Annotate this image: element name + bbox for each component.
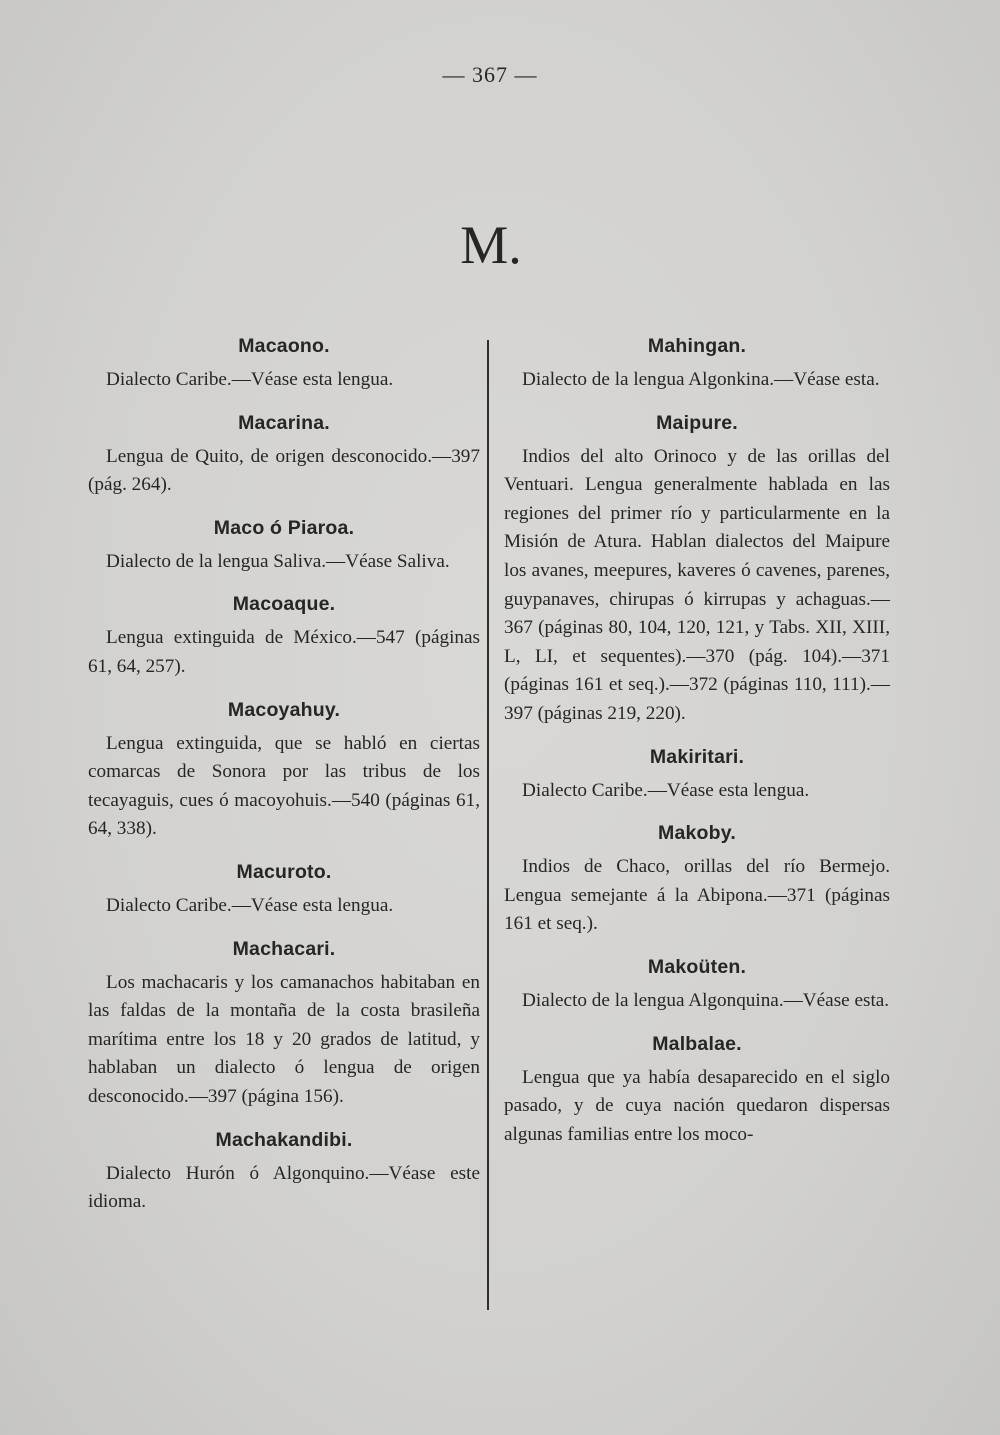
entry-headword: Maipure. bbox=[656, 411, 738, 434]
section-letter-heading: M. bbox=[460, 215, 522, 275]
entry-headword: Makoby. bbox=[658, 822, 736, 845]
entry-text: Dialecto de la lengua Algonkina.—Véase esta. bbox=[522, 369, 880, 390]
entry-headword: Macaono. bbox=[238, 335, 330, 357]
entry-text: Lengua extinguida, que se habló en ciertas comarcas de Sonora por las tribus de los tecayaguis, cues ó macoyohuis.—540 (páginas 61, 64, 338). bbox=[88, 732, 480, 840]
entry-headword: Macoyahuy. bbox=[227, 698, 341, 721]
entry-headword: Macarina. bbox=[238, 411, 330, 434]
entry-headword: Mahingan. bbox=[647, 335, 747, 357]
dictionary-entry bbox=[88, 935, 480, 1112]
entry-text: Dialecto de la lengua Algonquina.—Véase esta. bbox=[522, 989, 890, 1011]
entry-headword: Macoaque. bbox=[232, 593, 336, 616]
entry-text: Los machacaris y los camanachos habitaban en las faldas de la montaña de la costa brasileña marítima entre los 18 y 20 grados de latitud, y hablaban un dialecto ó lengua de origen desconocido.—397 (página 156). bbox=[88, 971, 480, 1107]
entry-headword: Makoüten. bbox=[647, 955, 747, 978]
dictionary-entry bbox=[88, 590, 480, 681]
dictionary-entry bbox=[504, 409, 890, 729]
entry-headword: Makiritari. bbox=[649, 745, 745, 768]
entry-text: Dialecto Caribe.—Véase esta lengua. bbox=[106, 369, 394, 390]
entry-text: Dialecto Caribe.—Véase esta lengua. bbox=[106, 894, 394, 916]
entry-text: Indios del alto Orinoco y de las orillas del Ventuari. Lengua generalmente hablada en las regiones del primer río y particularmente en la Misión de Atura. Hablan dialectos del Maipure los avanes, meepures, kaveres ó cavenes, parenes, guypanaves, chirupas ó kirrupas y achaguas.—367 (páginas 80, 104, 120, 121, y Tabs. XII, XIII, L, LI, et sequentes).—370 (pág. 104).—371 (páginas 161 et seq.).—372 (páginas 110, 111).—397 (páginas 219, 220). bbox=[504, 445, 890, 724]
dictionary-entry bbox=[504, 953, 890, 1016]
entry-headword: Macuroto. bbox=[236, 860, 332, 883]
entry-headword: Malbalae. bbox=[652, 1032, 742, 1055]
right-column bbox=[504, 332, 890, 1149]
entry-text: Lengua de Quito, de origen desconocido.—397 (pág. 264). bbox=[88, 445, 480, 496]
column-divider bbox=[487, 340, 489, 1310]
dictionary-entry bbox=[88, 696, 480, 844]
dictionary-entry bbox=[88, 332, 480, 395]
entry-text: Dialecto de la lengua Saliva.—Véase Saliva. bbox=[106, 550, 450, 572]
left-column bbox=[88, 332, 480, 1217]
dictionary-entry bbox=[88, 514, 480, 577]
entry-headword: Machakandibi. bbox=[215, 1128, 353, 1151]
dictionary-entry bbox=[504, 1030, 890, 1150]
entry-text: Dialecto Caribe.—Véase esta lengua. bbox=[522, 779, 810, 801]
dictionary-entry bbox=[88, 409, 480, 500]
page-number: — 367 — bbox=[442, 62, 538, 87]
entry-headword: Machacari. bbox=[232, 937, 336, 960]
entry-text: Lengua que ya había desaparecido en el siglo pasado, y de cuya nación quedaron dispersas algunas familias entre los moco- bbox=[504, 1066, 890, 1145]
entry-headword: Maco ó Piaroa. bbox=[213, 516, 355, 539]
entry-text: Indios de Chaco, orillas del río Bermejo. Lengua semejante á la Abipona.—371 (páginas 161 et seq.). bbox=[504, 856, 890, 935]
entry-text: Dialecto Hurón ó Algonquino.—Véase este idioma. bbox=[88, 1162, 480, 1213]
dictionary-entry bbox=[88, 1126, 480, 1217]
dictionary-entry bbox=[504, 743, 890, 806]
dictionary-entry bbox=[504, 332, 890, 395]
dictionary-entry bbox=[504, 819, 890, 939]
dictionary-entry bbox=[88, 858, 480, 921]
entry-text: Lengua extinguida de México.—547 (páginas 61, 64, 257). bbox=[88, 627, 480, 677]
